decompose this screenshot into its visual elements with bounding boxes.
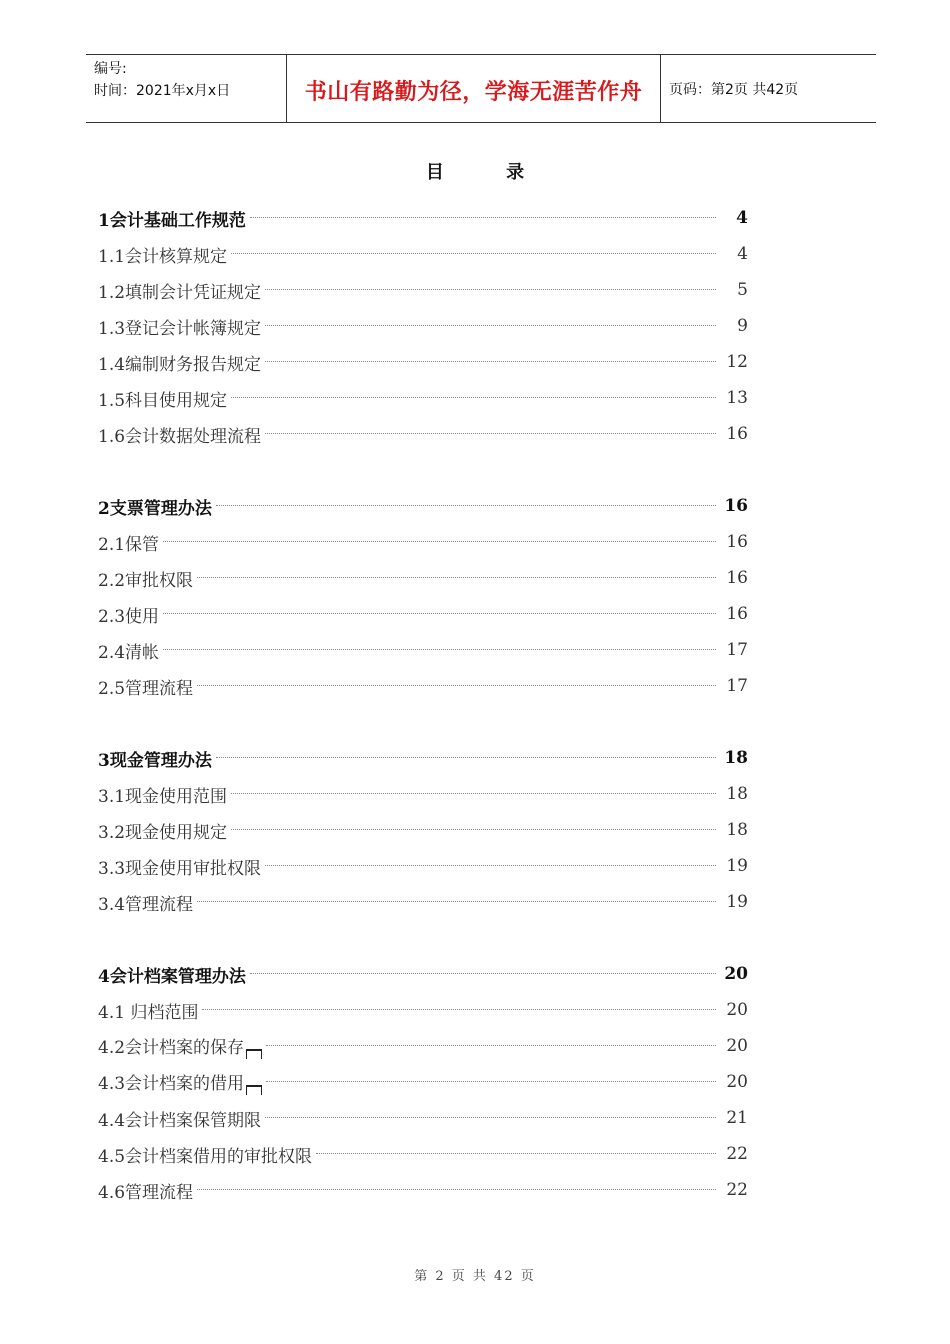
dot-leader (265, 289, 716, 290)
dot-leader (197, 901, 716, 902)
toc-entry-label: 3.4管理流程 (98, 894, 194, 915)
dot-leader (231, 793, 716, 794)
toc-entry-label: 4.5会计档案借用的审批权限 (98, 1146, 313, 1167)
toc-entry-label: 2.3使用 (98, 606, 160, 627)
toc-subsection-entry[interactable] (98, 632, 748, 668)
page-footer: 第 2 页 共 42 页 (414, 1269, 536, 1284)
dot-leader (163, 649, 716, 650)
section-gap (98, 452, 748, 488)
toc-chapter-entry[interactable] (98, 740, 748, 776)
toc-entry-page: 18 (724, 748, 748, 768)
table-of-contents (98, 200, 748, 1208)
toc-subsection-entry[interactable] (98, 1136, 748, 1172)
toc-title: 目 录 (425, 162, 553, 183)
dot-leader (231, 253, 716, 254)
toc-entry-page: 18 (726, 820, 748, 840)
toc-entry-label: 4.6管理流程 (98, 1182, 194, 1203)
toc-subsection-entry[interactable] (98, 812, 748, 848)
bracket-mark-icon (246, 1085, 262, 1095)
toc-subsection-entry[interactable] (98, 1064, 748, 1100)
dot-leader (266, 1081, 716, 1082)
header-page-info-cell (661, 55, 876, 122)
dot-leader (197, 577, 716, 578)
toc-subsection-entry[interactable] (98, 344, 748, 380)
toc-subsection-entry[interactable] (98, 668, 748, 704)
toc-entry-page: 13 (726, 388, 748, 408)
toc-entry-label: 4.4会计档案保管期限 (98, 1110, 262, 1131)
toc-entry-label: 3.1现金使用范围 (98, 786, 228, 807)
page-info: 页码：第2页 共42页 (669, 81, 799, 98)
toc-entry-label: 2.4清帐 (98, 642, 160, 663)
toc-entry-page: 17 (726, 676, 748, 696)
toc-entry-page: 4 (737, 244, 748, 264)
toc-subsection-entry[interactable] (98, 380, 748, 416)
toc-subsection-entry[interactable] (98, 884, 748, 920)
toc-entry-page: 12 (726, 352, 748, 372)
toc-entry-page: 16 (726, 568, 748, 588)
toc-entry-page: 20 (724, 964, 748, 984)
toc-entry-label: 1.6会计数据处理流程 (98, 426, 262, 447)
header-meta (86, 55, 287, 122)
toc-entry-label: 2.1保管 (98, 534, 160, 555)
toc-entry-label: 4.2会计档案的保存 (98, 1033, 266, 1059)
toc-subsection-entry[interactable] (98, 272, 748, 308)
toc-chapter-entry[interactable] (98, 200, 748, 236)
toc-subsection-entry[interactable] (98, 1172, 748, 1208)
toc-subsection-entry[interactable] (98, 524, 748, 560)
toc-entry-page: 16 (726, 532, 748, 552)
toc-entry-label: 3.3现金使用审批权限 (98, 858, 262, 879)
toc-entry-page: 16 (724, 496, 748, 516)
toc-entry-page: 5 (737, 280, 748, 300)
toc-subsection-entry[interactable] (98, 776, 748, 812)
toc-entry-page: 20 (726, 1072, 748, 1092)
toc-entry-label: 1.3登记会计帐簿规定 (98, 318, 262, 339)
time-label: 时间：2021年x月x日 (94, 83, 231, 99)
toc-entry-page: 19 (726, 856, 748, 876)
toc-entry-label: 2支票管理办法 (98, 498, 212, 519)
toc-entry-page: 17 (726, 640, 748, 660)
number-label: 编号: (94, 61, 127, 77)
toc-entry-page: 16 (726, 604, 748, 624)
toc-entry-page: 22 (726, 1180, 748, 1200)
toc-subsection-entry[interactable] (98, 416, 748, 452)
toc-entry-label: 3.2现金使用规定 (98, 822, 228, 843)
toc-entry-label: 1.4编制财务报告规定 (98, 354, 262, 375)
toc-entry-page: 19 (726, 892, 748, 912)
dot-leader (265, 865, 716, 866)
dot-leader (163, 541, 716, 542)
toc-subsection-entry[interactable] (98, 560, 748, 596)
toc-entry-label: 1.1会计核算规定 (98, 246, 228, 267)
toc-subsection-entry[interactable] (98, 1100, 748, 1136)
section-gap (98, 920, 748, 956)
toc-subsection-entry[interactable] (98, 596, 748, 632)
toc-subsection-entry[interactable] (98, 1028, 748, 1064)
toc-chapter-entry[interactable] (98, 956, 748, 992)
page-header (86, 54, 876, 123)
dot-leader (216, 505, 716, 506)
dot-leader (216, 757, 716, 758)
toc-entry-page: 4 (736, 208, 748, 228)
toc-entry-label: 2.2审批权限 (98, 570, 194, 591)
dot-leader (163, 613, 716, 614)
dot-leader (231, 397, 716, 398)
toc-entry-page: 20 (726, 1036, 748, 1056)
toc-entry-label: 1会计基础工作规范 (98, 210, 246, 231)
toc-entry-label: 4.3会计档案的借用 (98, 1069, 266, 1095)
dot-leader (197, 1189, 716, 1190)
toc-entry-page: 20 (726, 1000, 748, 1020)
toc-entry-label: 1.2填制会计凭证规定 (98, 282, 262, 303)
bracket-mark-icon (246, 1049, 262, 1059)
section-gap (98, 704, 748, 740)
toc-entry-label: 1.5科目使用规定 (98, 390, 228, 411)
toc-entry-page: 16 (726, 424, 748, 444)
toc-entry-label: 4会计档案管理办法 (98, 966, 246, 987)
dot-leader (197, 685, 716, 686)
dot-leader (265, 361, 716, 362)
dot-leader (250, 973, 716, 974)
dot-leader (265, 433, 716, 434)
toc-subsection-entry[interactable] (98, 992, 748, 1028)
dot-leader (265, 325, 716, 326)
toc-entry-page: 18 (726, 784, 748, 804)
dot-leader (202, 1009, 716, 1010)
toc-entry-label: 4.1 归档范围 (98, 1002, 199, 1023)
toc-entry-label: 3现金管理办法 (98, 750, 212, 771)
toc-entry-page: 22 (726, 1144, 748, 1164)
dot-leader (231, 829, 716, 830)
toc-entry-page: 9 (737, 316, 748, 336)
header-motto-cell (287, 55, 661, 122)
toc-entry-label: 2.5管理流程 (98, 678, 194, 699)
toc-entry-page: 21 (726, 1108, 748, 1128)
toc-chapter-entry[interactable] (98, 488, 748, 524)
dot-leader (250, 217, 716, 218)
toc-subsection-entry[interactable] (98, 848, 748, 884)
toc-subsection-entry[interactable] (98, 236, 748, 272)
dot-leader (316, 1153, 716, 1154)
toc-subsection-entry[interactable] (98, 308, 748, 344)
dot-leader (266, 1045, 716, 1046)
dot-leader (265, 1117, 716, 1118)
motto: 书山有路勤为径，学海无涯苦作舟 (304, 80, 643, 105)
